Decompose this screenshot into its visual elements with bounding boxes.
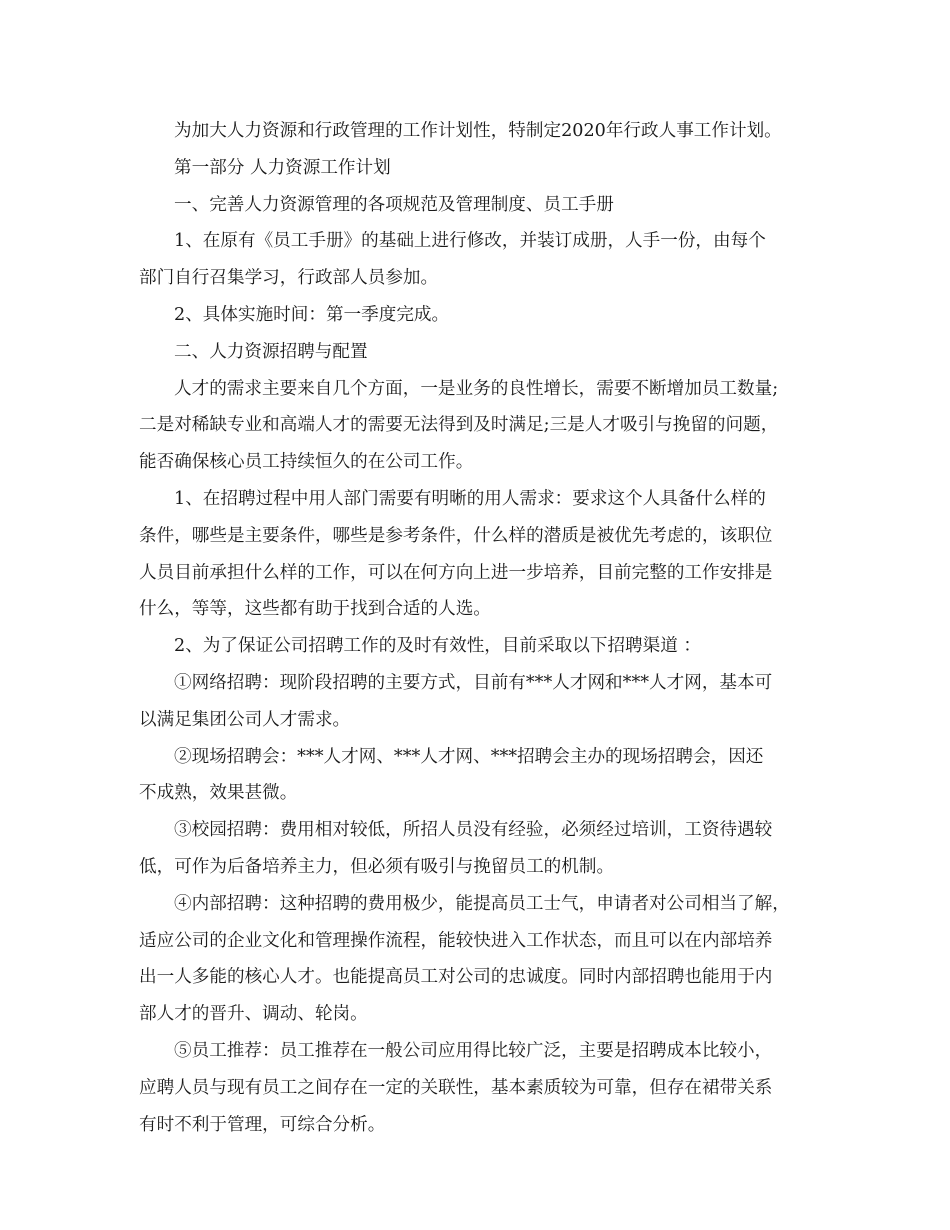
section-two-heading: 二、人力资源招聘与配置 <box>174 341 368 362</box>
talent-demand-line-1: 人才的需求主要来自几个方面，一是业务的良性增长，需要不断增加员工数量; <box>174 378 779 399</box>
channel-job-fair-line-1: ②现场招聘会：***人才网、***人才网、***招聘会主办的现场招聘会，因还 <box>174 746 764 767</box>
section-two-item-1-line-2: 条件，哪些是主要条件，哪些是参考条件，什么样的潜质是被优先考虑的，该职位 <box>139 525 773 546</box>
channel-campus-line-1: ③校园招聘：费用相对较低，所招人员没有经验，必须经过培训，工资待遇较 <box>174 820 773 841</box>
channel-internal-line-1: ④内部招聘：这种招聘的费用极少，能提高员工士气，申请者对公司相当了解， <box>174 893 790 914</box>
channel-online-line-1: ①网络招聘：现阶段招聘的主要方式，目前有***人才网和***人才网，基本可 <box>174 672 773 693</box>
part-one-heading: 第一部分 人力资源工作计划 <box>174 157 391 178</box>
channel-internal-line-4: 部人才的晋升、调动、轮岗。 <box>139 1004 368 1025</box>
document-body <box>139 113 814 1143</box>
intro-paragraph: 为加大人力资源和行政管理的工作计划性，特制定2020年行政人事工作计划。 <box>174 121 782 141</box>
channel-referral-line-3: 有时不利于管理，可综合分析。 <box>139 1114 386 1135</box>
channel-referral-line-2: 应聘人员与现有员工之间存在一定的关联性，基本素质较为可靠，但存在裙带关系 <box>139 1077 773 1098</box>
section-one-item-1-line-2: 部门自行召集学习，行政部人员参加。 <box>139 268 439 289</box>
channel-online-line-2: 以满足集团公司人才需求。 <box>139 709 351 730</box>
channel-campus-line-2: 低，可作为后备培养主力，但必须有吸引与挽留员工的机制。 <box>139 856 615 877</box>
channel-internal-line-3: 出一人多能的核心人才。也能提高员工对公司的忠诚度。同时内部招聘也能用于内 <box>139 967 773 988</box>
talent-demand-line-3: 能否确保核心员工持续恒久的在公司工作。 <box>139 452 474 473</box>
channel-job-fair-line-2: 不成熟，效果甚微。 <box>139 783 298 804</box>
section-two-item-2: 2、为了保证公司招聘工作的及时有效性，目前采取以下招聘渠道 ： <box>174 636 702 657</box>
section-two-item-1-line-1: 1、在招聘过程中用人部门需要有明晰的用人需求：要求这个人具备什么样的 <box>174 488 766 509</box>
talent-demand-line-2: 二是对稀缺专业和高端人才的需要无法得到及时满足;三是人才吸引与挽留的问题， <box>139 415 779 436</box>
section-two-item-1-line-4: 什么，等等，这些都有助于找到合适的人选。 <box>139 599 491 620</box>
section-one-item-2: 2、具体实施时间：第一季度完成。 <box>174 304 450 325</box>
channel-internal-line-2: 适应公司的企业文化和管理操作流程，能较快进入工作状态，而且可以在内部培养 <box>139 930 773 951</box>
section-two-item-1-line-3: 人员目前承担什么样的工作，可以在何方向上进一步培养，目前完整的工作安排是 <box>139 562 773 583</box>
section-one-heading: 一、完善人力资源管理的各项规范及管理制度、员工手册 <box>174 194 614 215</box>
section-one-item-1-line-1: 1、在原有《员工手册》的基础上进行修改，并装订成册，人手一份，由每个 <box>174 231 766 252</box>
channel-referral-line-1: ⑤员工推荐：员工推荐在一般公司应用得比较广泛，主要是招聘成本比较小， <box>174 1040 773 1061</box>
